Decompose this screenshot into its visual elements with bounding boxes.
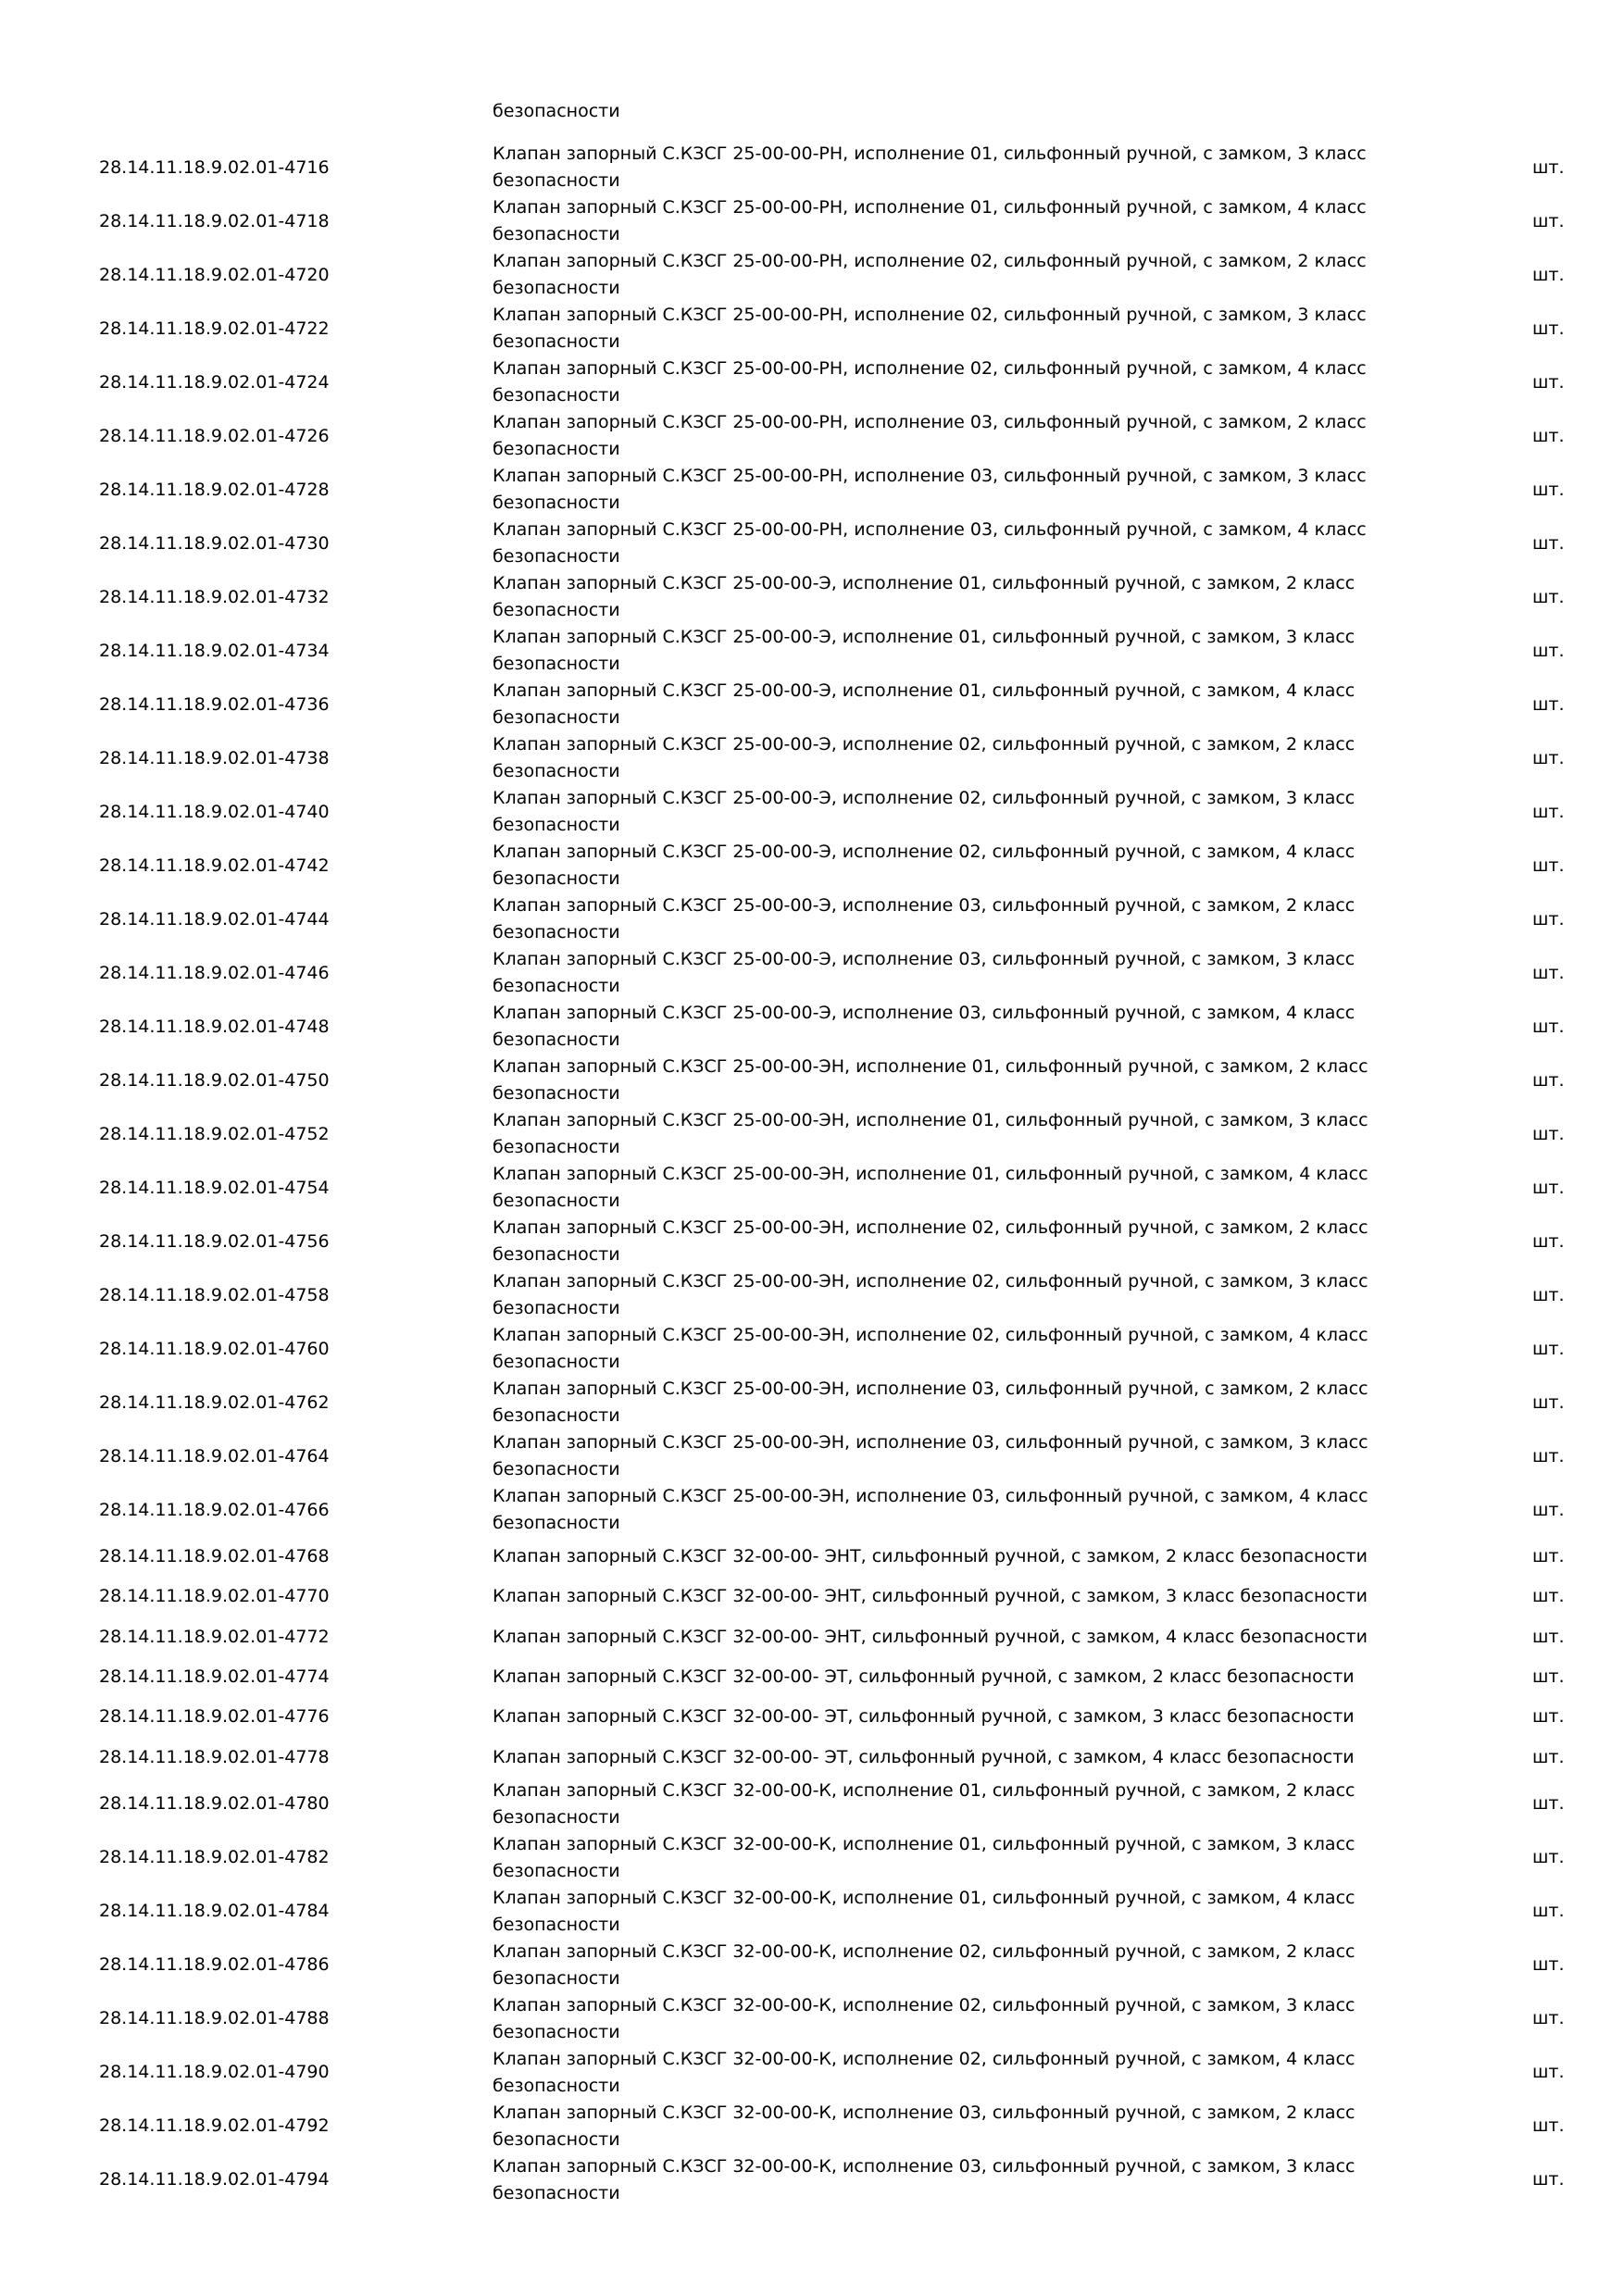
resource-code: 28.14.11.18.9.02.01-4754	[99, 1177, 330, 1198]
resource-code: 28.14.11.18.9.02.01-4748	[99, 1016, 330, 1037]
table-row	[0, 1107, 1624, 1161]
description-line: Клапан запорный С.КЗСГ 32-00-00-К, исполнение 03, сильфонный ручной, с замком, 3 класс	[493, 2155, 1355, 2177]
table-row	[0, 1885, 1624, 1939]
description-line: Клапан запорный С.КЗСГ 25-00-00-ЭН, исполнение 03, сильфонный ручной, с замком, 4 класс	[493, 1486, 1368, 1506]
description-line: безопасности	[493, 1244, 620, 1265]
resource-description	[493, 302, 1418, 356]
unit-of-measure: шт.	[1532, 2062, 1565, 2083]
resource-description	[493, 1703, 1418, 1730]
table-row	[0, 1657, 1624, 1697]
table-row	[0, 463, 1624, 517]
resource-code: 28.14.11.18.9.02.01-4738	[99, 747, 330, 768]
table-row	[0, 1992, 1624, 2046]
unit-of-measure: шт.	[1532, 962, 1565, 983]
table-row	[0, 678, 1624, 731]
unit-of-measure: шт.	[1532, 586, 1565, 607]
unit-of-measure: шт.	[1532, 371, 1565, 393]
resource-description	[493, 624, 1418, 678]
table-row	[0, 892, 1624, 946]
description-line: Клапан запорный С.КЗСГ 25-00-00-РН, исполнение 01, сильфонный ручной, с замком, 3 класс	[493, 144, 1367, 164]
unit-of-measure: шт.	[1532, 1793, 1565, 1815]
unit-of-measure: шт.	[1532, 1338, 1565, 1359]
description-line: Клапан запорный С.КЗСГ 25-00-00-ЭН, исполнение 03, сильфонный ручной, с замком, 2 класс	[493, 1379, 1368, 1399]
resource-code: 28.14.11.18.9.02.01-4740	[99, 801, 330, 822]
unit-of-measure: шт.	[1532, 801, 1565, 822]
resource-description	[493, 1992, 1418, 2046]
description-line: безопасности	[493, 2021, 620, 2042]
description-line: Клапан запорный С.КЗСГ 25-00-00-ЭН, исполнение 03, сильфонный ручной, с замком, 3 класс	[493, 1432, 1368, 1453]
unit-of-measure: шт.	[1532, 1626, 1565, 1647]
unit-of-measure: шт.	[1532, 479, 1565, 500]
resource-code: 28.14.11.18.9.02.01-4778	[99, 1746, 330, 1767]
resource-description	[493, 892, 1418, 946]
resource-code: 28.14.11.18.9.02.01-4744	[99, 908, 330, 930]
description-line: безопасности	[493, 654, 620, 674]
resource-code: 28.14.11.18.9.02.01-4784	[99, 1901, 330, 1922]
resource-description	[493, 409, 1418, 463]
continuation-text: безопасности	[493, 101, 620, 121]
resource-code: 28.14.11.18.9.02.01-4756	[99, 1230, 330, 1252]
description-line: Клапан запорный С.КЗСГ 32-00-00-К, исполнение 02, сильфонный ручной, с замком, 2 класс	[493, 1940, 1355, 1962]
description-line: Клапан запорный С.КЗСГ 32-00-00-К, исполнение 02, сильфонный ручной, с замком, 3 класс	[493, 1994, 1355, 2015]
resource-description	[493, 248, 1418, 302]
unit-of-measure: шт.	[1532, 2169, 1565, 2190]
table-row	[0, 1577, 1624, 1616]
resource-description	[493, 141, 1418, 194]
unit-of-measure: шт.	[1532, 318, 1565, 339]
resource-code: 28.14.11.18.9.02.01-4762	[99, 1391, 330, 1413]
table-row	[0, 1000, 1624, 1054]
table-row	[0, 302, 1624, 356]
table-row	[0, 1322, 1624, 1376]
table-row	[0, 1268, 1624, 1322]
resource-code: 28.14.11.18.9.02.01-4788	[99, 2008, 330, 2029]
description-line: безопасности	[493, 1513, 620, 1533]
resource-description	[493, 1543, 1418, 1570]
description-line: безопасности	[493, 1967, 620, 1989]
description-line: безопасности	[493, 385, 620, 406]
description-line: Клапан запорный С.КЗСГ 25-00-00-Э, исполнение 01, сильфонный ручной, с замком, 2 класс	[493, 573, 1355, 593]
description-line: Клапан запорный С.КЗСГ 25-00-00-ЭН, исполнение 02, сильфонный ручной, с замком, 3 класс	[493, 1271, 1368, 1292]
table-row	[0, 2046, 1624, 2100]
description-line: безопасности	[493, 1806, 620, 1828]
unit-of-measure: шт.	[1532, 532, 1565, 554]
resource-description	[493, 1885, 1418, 1939]
description-line: Клапан запорный С.КЗСГ 32-00-00-К, исполнение 01, сильфонный ручной, с замком, 3 класс	[493, 1833, 1355, 1854]
resource-description	[493, 1583, 1418, 1610]
resource-code: 28.14.11.18.9.02.01-4746	[99, 962, 330, 983]
unit-of-measure: шт.	[1532, 1016, 1565, 1037]
unit-of-measure: шт.	[1532, 1546, 1565, 1567]
resource-description	[493, 1664, 1418, 1691]
description-line: безопасности	[493, 1083, 620, 1104]
table-row	[0, 1831, 1624, 1885]
resource-description	[493, 1624, 1418, 1651]
resource-description	[493, 839, 1418, 892]
description-line: безопасности	[493, 1352, 620, 1372]
description-line: Клапан запорный С.КЗСГ 32-00-00-К, исполнение 02, сильфонный ручной, с замком, 4 класс	[493, 2048, 1355, 2069]
description-line: безопасности	[493, 170, 620, 191]
description-line: Клапан запорный С.КЗСГ 25-00-00-Э, исполнение 01, сильфонный ручной, с замком, 4 класс	[493, 680, 1355, 701]
resource-description	[493, 1107, 1418, 1161]
unit-of-measure: шт.	[1532, 747, 1565, 768]
unit-of-measure: шт.	[1532, 1284, 1565, 1305]
description-line: Клапан запорный С.КЗСГ 25-00-00-РН, исполнение 03, сильфонный ручной, с замком, 2 класс	[493, 412, 1367, 432]
resource-code: 28.14.11.18.9.02.01-4720	[99, 264, 330, 285]
resource-code: 28.14.11.18.9.02.01-4750	[99, 1069, 330, 1091]
table-row	[0, 570, 1624, 624]
resource-description	[493, 1054, 1418, 1107]
unit-of-measure: шт.	[1532, 1069, 1565, 1091]
table-row	[0, 2100, 1624, 2153]
table-row	[0, 1376, 1624, 1429]
description-line: безопасности	[493, 707, 620, 728]
description-line: Клапан запорный С.КЗСГ 25-00-00-РН, исполнение 02, сильфонный ручной, с замком, 3 класс	[493, 305, 1367, 325]
description-line: Клапан запорный С.КЗСГ 25-00-00-Э, исполнение 03, сильфонный ручной, с замком, 4 класс	[493, 1003, 1355, 1023]
unit-of-measure: шт.	[1532, 1499, 1565, 1520]
resource-description	[493, 678, 1418, 731]
table-row	[0, 2153, 1624, 2207]
resource-code: 28.14.11.18.9.02.01-4786	[99, 1954, 330, 1976]
description-line: Клапан запорный С.КЗСГ 32-00-00- ЭНТ, сильфонный ручной, с замком, 4 класс безопасности	[493, 1626, 1368, 1647]
resource-description	[493, 1483, 1418, 1537]
unit-of-measure: шт.	[1532, 210, 1565, 231]
resource-description	[493, 570, 1418, 624]
resource-description	[493, 946, 1418, 1000]
description-line: безопасности	[493, 1298, 620, 1318]
description-line: Клапан запорный С.КЗСГ 25-00-00-Э, исполнение 02, сильфонный ручной, с замком, 3 класс	[493, 788, 1355, 808]
table-row	[0, 1778, 1624, 1831]
description-line: безопасности	[493, 1137, 620, 1157]
unit-of-measure: шт.	[1532, 1847, 1565, 1868]
resource-code: 28.14.11.18.9.02.01-4776	[99, 1706, 330, 1728]
table-row	[0, 731, 1624, 785]
unit-of-measure: шт.	[1532, 1177, 1565, 1198]
table-row	[0, 1161, 1624, 1215]
description-line: Клапан запорный С.КЗСГ 25-00-00-РН, исполнение 01, сильфонный ручной, с замком, 4 класс	[493, 197, 1367, 218]
description-line: безопасности	[493, 976, 620, 996]
table-row	[0, 839, 1624, 892]
description-line: Клапан запорный С.КЗСГ 32-00-00- ЭТ, сильфонный ручной, с замком, 3 класс безопасности	[493, 1706, 1355, 1728]
resource-code: 28.14.11.18.9.02.01-4732	[99, 586, 330, 607]
description-line: безопасности	[493, 278, 620, 298]
table-row	[0, 624, 1624, 678]
table-row	[0, 1697, 1624, 1737]
resource-code: 28.14.11.18.9.02.01-4780	[99, 1793, 330, 1815]
table-row	[0, 1617, 1624, 1657]
description-line: Клапан запорный С.КЗСГ 25-00-00-ЭН, исполнение 01, сильфонный ручной, с замком, 4 класс	[493, 1164, 1368, 1184]
unit-of-measure: шт.	[1532, 640, 1565, 661]
resource-code: 28.14.11.18.9.02.01-4758	[99, 1284, 330, 1305]
table-row	[0, 248, 1624, 302]
description-line: Клапан запорный С.КЗСГ 25-00-00-РН, исполнение 03, сильфонный ручной, с замком, 4 класс	[493, 519, 1367, 540]
description-line: Клапан запорный С.КЗСГ 32-00-00-К, исполнение 01, сильфонный ручной, с замком, 4 класс	[493, 1887, 1355, 1908]
resource-description	[493, 517, 1418, 570]
description-line: безопасности	[493, 546, 620, 567]
resource-code: 28.14.11.18.9.02.01-4794	[99, 2169, 330, 2190]
unit-of-measure: шт.	[1532, 1666, 1565, 1688]
table-row	[0, 1537, 1624, 1577]
resource-code: 28.14.11.18.9.02.01-4764	[99, 1445, 330, 1466]
unit-of-measure: шт.	[1532, 855, 1565, 876]
table-row	[0, 409, 1624, 463]
description-line: Клапан запорный С.КЗСГ 32-00-00-К, исполнение 01, сильфонный ручной, с замком, 2 класс	[493, 1779, 1355, 1801]
resource-description	[493, 1744, 1418, 1771]
unit-of-measure: шт.	[1532, 693, 1565, 715]
resource-description	[493, 1322, 1418, 1376]
table-row	[0, 517, 1624, 570]
table-row	[0, 1939, 1624, 1992]
description-line: Клапан запорный С.КЗСГ 32-00-00- ЭТ, сильфонный ручной, с замком, 4 класс безопасности	[493, 1746, 1355, 1767]
description-line: безопасности	[493, 1459, 620, 1479]
resource-description	[493, 2046, 1418, 2100]
resource-code: 28.14.11.18.9.02.01-4722	[99, 318, 330, 339]
description-line: безопасности	[493, 1914, 620, 1935]
table-row	[0, 1738, 1624, 1778]
resource-code: 28.14.11.18.9.02.01-4734	[99, 640, 330, 661]
description-line: безопасности	[493, 815, 620, 835]
table-row	[0, 194, 1624, 248]
resource-code: 28.14.11.18.9.02.01-4774	[99, 1666, 330, 1688]
description-line: Клапан запорный С.КЗСГ 25-00-00-ЭН, исполнение 01, сильфонный ручной, с замком, 3 класс	[493, 1110, 1368, 1130]
resource-code: 28.14.11.18.9.02.01-4728	[99, 479, 330, 500]
description-line: Клапан запорный С.КЗСГ 25-00-00-Э, исполнение 03, сильфонный ручной, с замком, 3 класс	[493, 949, 1355, 969]
resource-description	[493, 1831, 1418, 1885]
unit-of-measure: шт.	[1532, 1445, 1565, 1466]
table-row	[0, 1054, 1624, 1107]
description-line: безопасности	[493, 493, 620, 513]
description-line: безопасности	[493, 1029, 620, 1050]
resource-code: 28.14.11.18.9.02.01-4736	[99, 693, 330, 715]
resource-code: 28.14.11.18.9.02.01-4772	[99, 1626, 330, 1647]
description-line: безопасности	[493, 331, 620, 352]
resource-code: 28.14.11.18.9.02.01-4768	[99, 1546, 330, 1567]
resource-description	[493, 2100, 1418, 2153]
unit-of-measure: шт.	[1532, 1901, 1565, 1922]
unit-of-measure: шт.	[1532, 1586, 1565, 1607]
description-line: Клапан запорный С.КЗСГ 25-00-00-Э, исполнение 02, сильфонный ручной, с замком, 4 класс	[493, 842, 1355, 862]
resource-code: 28.14.11.18.9.02.01-4770	[99, 1586, 330, 1607]
unit-of-measure: шт.	[1532, 2008, 1565, 2029]
table-row	[0, 1483, 1624, 1537]
table-row	[0, 1215, 1624, 1268]
description-line: безопасности	[493, 1860, 620, 1881]
table-row	[0, 946, 1624, 1000]
table-row	[0, 1429, 1624, 1483]
description-line: безопасности	[493, 1405, 620, 1426]
resource-description	[493, 1376, 1418, 1429]
resource-description	[493, 1778, 1418, 1831]
description-line: Клапан запорный С.КЗСГ 32-00-00-К, исполнение 03, сильфонный ручной, с замком, 2 класс	[493, 2102, 1355, 2123]
description-line: Клапан запорный С.КЗСГ 25-00-00-РН, исполнение 02, сильфонный ручной, с замком, 2 класс	[493, 251, 1367, 271]
table-row	[0, 785, 1624, 839]
unit-of-measure: шт.	[1532, 908, 1565, 930]
resource-code: 28.14.11.18.9.02.01-4742	[99, 855, 330, 876]
description-line: безопасности	[493, 868, 620, 889]
resource-code: 28.14.11.18.9.02.01-4716	[99, 156, 330, 178]
unit-of-measure: шт.	[1532, 425, 1565, 446]
resource-code: 28.14.11.18.9.02.01-4752	[99, 1123, 330, 1144]
resource-code: 28.14.11.18.9.02.01-4782	[99, 1847, 330, 1868]
description-line: безопасности	[493, 1191, 620, 1211]
resource-description	[493, 1429, 1418, 1483]
description-line: безопасности	[493, 224, 620, 244]
unit-of-measure: шт.	[1532, 264, 1565, 285]
description-line: безопасности	[493, 922, 620, 942]
resource-code: 28.14.11.18.9.02.01-4724	[99, 371, 330, 393]
resource-description	[493, 1268, 1418, 1322]
description-line: Клапан запорный С.КЗСГ 32-00-00- ЭНТ, сильфонный ручной, с замком, 2 класс безопасности	[493, 1546, 1368, 1567]
resource-code: 28.14.11.18.9.02.01-4792	[99, 2115, 330, 2137]
resource-description	[493, 1000, 1418, 1054]
description-line: безопасности	[493, 2128, 620, 2150]
resource-description	[493, 463, 1418, 517]
resource-code: 28.14.11.18.9.02.01-4730	[99, 532, 330, 554]
resource-description	[493, 1939, 1418, 1992]
description-line: безопасности	[493, 600, 620, 620]
description-line: безопасности	[493, 2075, 620, 2096]
description-line: безопасности	[493, 2182, 620, 2203]
unit-of-measure: шт.	[1532, 1230, 1565, 1252]
description-line: Клапан запорный С.КЗСГ 25-00-00-Э, исполнение 01, сильфонный ручной, с замком, 3 класс	[493, 627, 1355, 647]
description-line: Клапан запорный С.КЗСГ 25-00-00-РН, исполнение 03, сильфонный ручной, с замком, 3 класс	[493, 466, 1367, 486]
unit-of-measure: шт.	[1532, 156, 1565, 178]
resource-code: 28.14.11.18.9.02.01-4718	[99, 210, 330, 231]
description-line: Клапан запорный С.КЗСГ 32-00-00- ЭТ, сильфонный ручной, с замком, 2 класс безопасности	[493, 1666, 1355, 1688]
description-line: Клапан запорный С.КЗСГ 25-00-00-РН, исполнение 02, сильфонный ручной, с замком, 4 класс	[493, 358, 1367, 379]
unit-of-measure: шт.	[1532, 1746, 1565, 1767]
table-row	[0, 141, 1624, 194]
resource-code: 28.14.11.18.9.02.01-4790	[99, 2062, 330, 2083]
description-line: Клапан запорный С.КЗСГ 25-00-00-Э, исполнение 03, сильфонный ручной, с замком, 2 класс	[493, 895, 1355, 916]
resource-description	[493, 731, 1418, 785]
unit-of-measure: шт.	[1532, 2115, 1565, 2137]
resource-description	[493, 1215, 1418, 1268]
unit-of-measure: шт.	[1532, 1706, 1565, 1728]
resource-code: 28.14.11.18.9.02.01-4766	[99, 1499, 330, 1520]
table-row	[0, 356, 1624, 409]
resource-description	[493, 1161, 1418, 1215]
resource-description	[493, 2153, 1418, 2207]
unit-of-measure: шт.	[1532, 1954, 1565, 1976]
unit-of-measure: шт.	[1532, 1391, 1565, 1413]
resource-description	[493, 785, 1418, 839]
description-line: Клапан запорный С.КЗСГ 25-00-00-ЭН, исполнение 02, сильфонный ручной, с замком, 2 класс	[493, 1217, 1368, 1238]
description-line: Клапан запорный С.КЗСГ 32-00-00- ЭНТ, сильфонный ручной, с замком, 3 класс безопасности	[493, 1586, 1368, 1607]
resource-description	[493, 356, 1418, 409]
resource-description	[493, 194, 1418, 248]
description-line: безопасности	[493, 761, 620, 781]
description-line: Клапан запорный С.КЗСГ 25-00-00-Э, исполнение 02, сильфонный ручной, с замком, 2 класс	[493, 734, 1355, 755]
resource-code: 28.14.11.18.9.02.01-4760	[99, 1338, 330, 1359]
description-line: Клапан запорный С.КЗСГ 25-00-00-ЭН, исполнение 02, сильфонный ручной, с замком, 4 класс	[493, 1325, 1368, 1345]
description-line: безопасности	[493, 439, 620, 459]
description-line: Клапан запорный С.КЗСГ 25-00-00-ЭН, исполнение 01, сильфонный ручной, с замком, 2 класс	[493, 1056, 1368, 1077]
resource-code: 28.14.11.18.9.02.01-4726	[99, 425, 330, 446]
unit-of-measure: шт.	[1532, 1123, 1565, 1144]
